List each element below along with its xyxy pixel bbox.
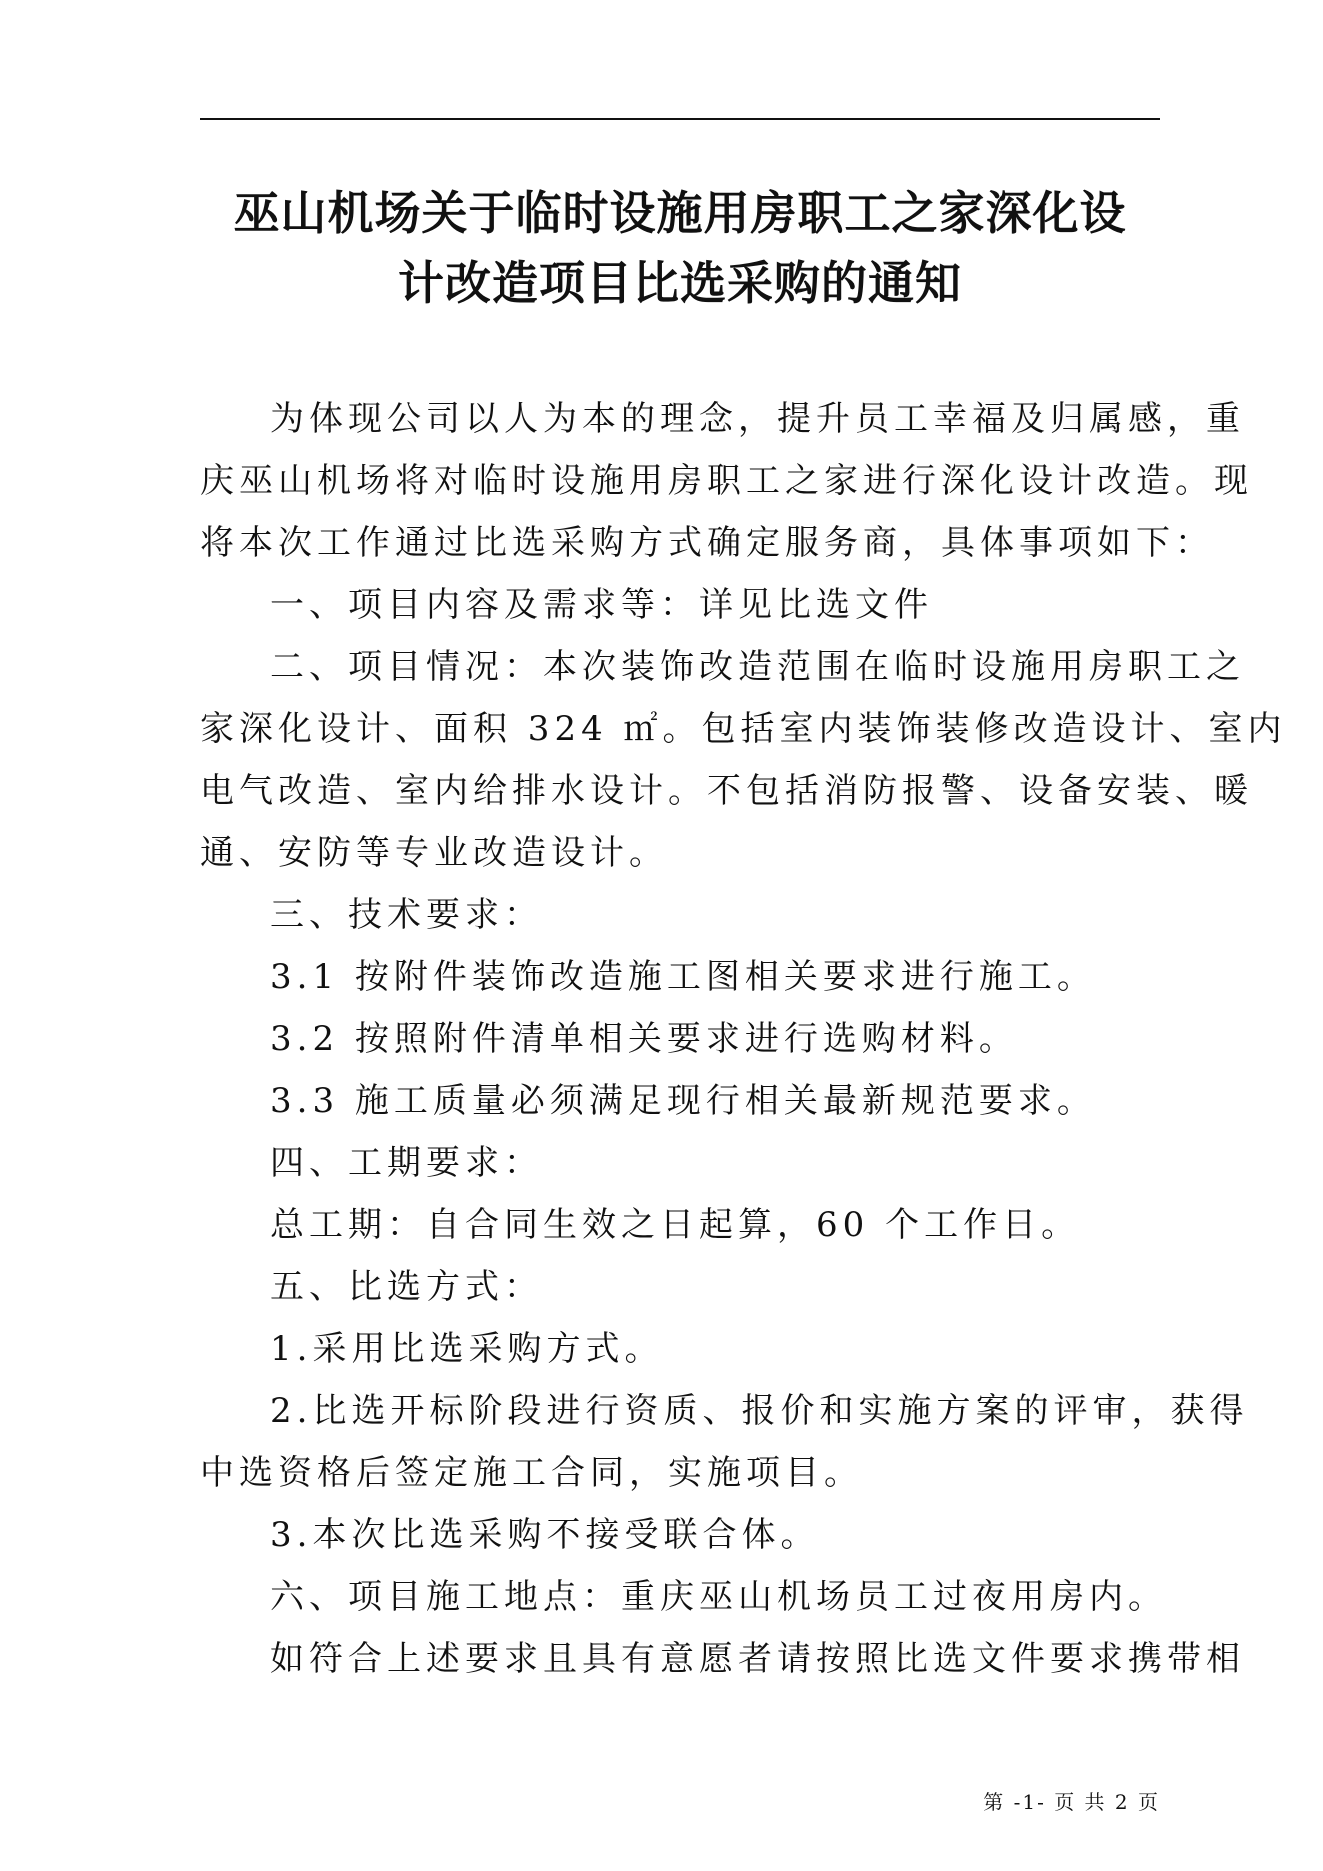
section-1-content: 一、项目内容及需求等：详见比选文件 bbox=[270, 585, 933, 625]
section-5-heading: 五、比选方式： bbox=[270, 1267, 543, 1307]
section-2-line-1: 二、项目情况：本次装饰改造范围在临时设施用房职工之 bbox=[270, 647, 1245, 687]
section-2-line-4: 通、安防等专业改造设计。 bbox=[200, 833, 668, 873]
title-line-2: 计改造项目比选采购的通知 bbox=[398, 256, 962, 310]
section-4-heading: 四、工期要求： bbox=[270, 1143, 543, 1183]
item-3-2: 3.2 按照附件清单相关要求进行选购材料。 bbox=[270, 1019, 1018, 1059]
method-2-line-1: 2.比选开标阶段进行资质、报价和实施方案的评审，获得 bbox=[270, 1391, 1249, 1431]
method-1: 1.采用比选采购方式。 bbox=[270, 1329, 664, 1369]
document-title bbox=[200, 178, 1160, 318]
duration-text: 总工期：自合同生效之日起算，60 个工作日。 bbox=[270, 1205, 1081, 1245]
page-number-footer: 第 -1- 页 共 2 页 bbox=[983, 1790, 1160, 1814]
method-3: 3.本次比选采购不接受联合体。 bbox=[270, 1515, 820, 1555]
intro-line-3: 将本次工作通过比选采购方式确定服务商，具体事项如下： bbox=[200, 523, 1214, 563]
intro-line-1: 为体现公司以人为本的理念，提升员工幸福及归属感，重 bbox=[270, 399, 1245, 439]
method-2-line-2: 中选资格后签定施工合同，实施项目。 bbox=[200, 1453, 863, 1493]
item-3-1: 3.1 按附件装饰改造施工图相关要求进行施工。 bbox=[270, 957, 1096, 997]
intro-line-2: 庆巫山机场将对临时设施用房职工之家进行深化设计改造。现 bbox=[200, 461, 1253, 501]
section-2-line-2: 家深化设计、面积 324 ㎡。包括室内装饰装修改造设计、室内 bbox=[200, 709, 1287, 749]
title-line-1: 巫山机场关于临时设施用房职工之家深化设 bbox=[233, 186, 1127, 240]
section-3-heading: 三、技术要求： bbox=[270, 895, 543, 935]
closing-line-1: 如符合上述要求且具有意愿者请按照比选文件要求携带相 bbox=[270, 1639, 1245, 1679]
document-body bbox=[200, 388, 1287, 1690]
intro-paragraph bbox=[200, 388, 1253, 574]
header-rule bbox=[200, 118, 1160, 120]
section-6-content: 六、项目施工地点：重庆巫山机场员工过夜用房内。 bbox=[270, 1577, 1167, 1617]
section-2-line-3: 电气改造、室内给排水设计。不包括消防报警、设备安装、暖 bbox=[200, 771, 1253, 811]
item-3-3: 3.3 施工质量必须满足现行相关最新规范要求。 bbox=[270, 1081, 1096, 1121]
closing-paragraph bbox=[200, 1628, 1245, 1690]
method-2-paragraph bbox=[200, 1380, 1249, 1504]
section-2-paragraph bbox=[200, 636, 1287, 884]
